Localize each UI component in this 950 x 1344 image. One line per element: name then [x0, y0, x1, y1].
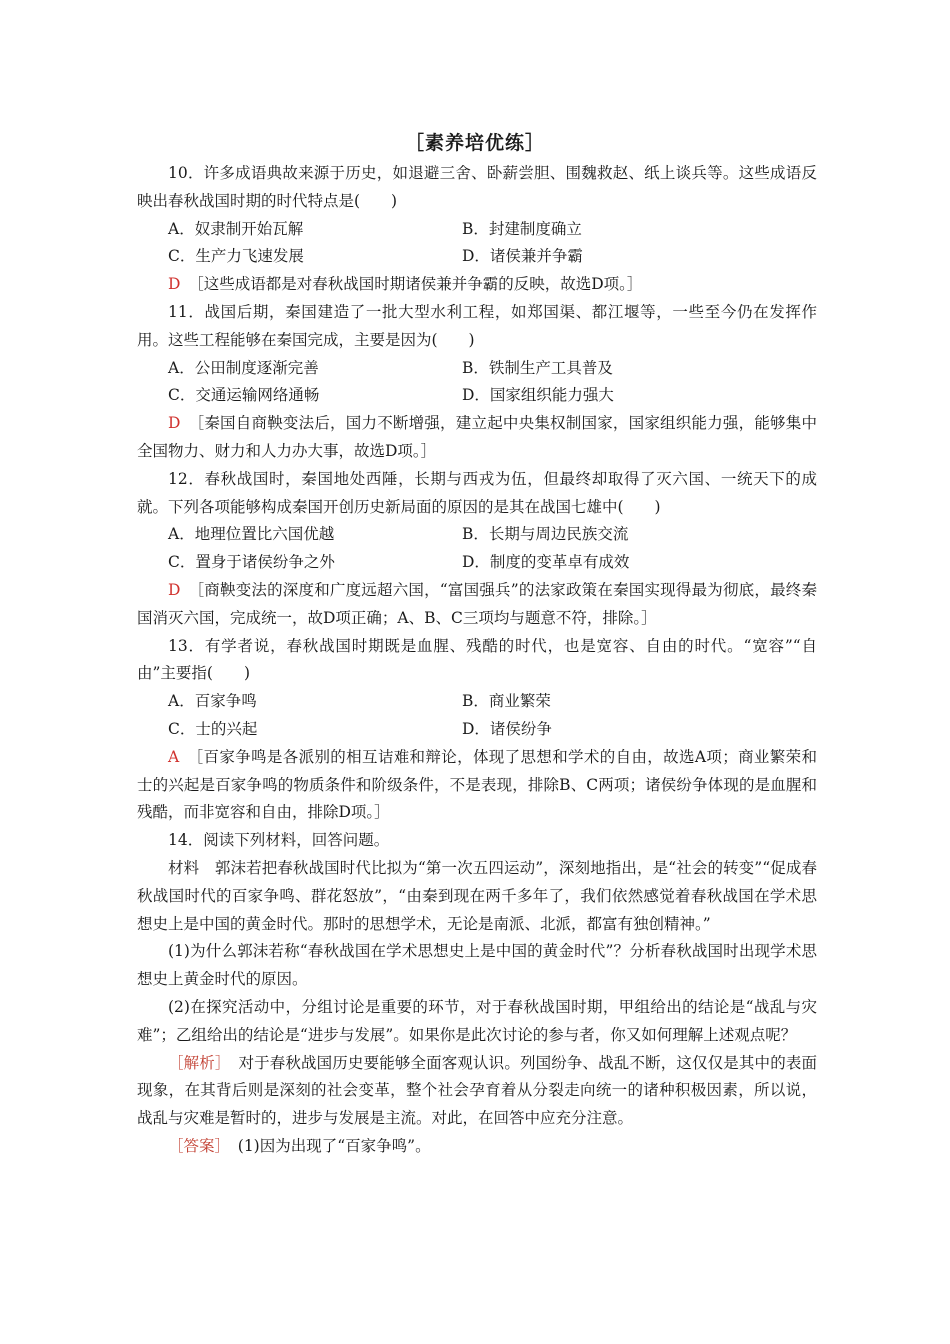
answer-letter: D: [168, 275, 181, 294]
option-c: C．生产力飞速发展: [168, 247, 304, 266]
analysis-text: 对于春秋战国历史要能够全面客观认识。列国纷争、战乱不断，这仅仅是其中的表面现象，在其背后则是深刻的社会变革，整个社会孕育着从分裂走向统一的诸种积极因素，所以说，战乱与灾难是暂时的，进步与发展是主流。对此，在回答中应充分注意。: [137, 1053, 817, 1128]
section-title: ［素养培优练］: [404, 132, 545, 154]
answer-explanation: ［百家争鸣是各派别的相互诘难和辩论，体现了思想和学术的自由，故选A项；商业繁荣和士的兴起是百家争鸣的物质条件和阶级条件，不是表现，排除B、C两项；诸侯纷争体现的是血腥和残酷，而非宽容和自由，排除D项。］: [137, 747, 817, 822]
option-d: D．诸侯兼并争霸: [462, 247, 583, 266]
answer-explanation: ［秦国自商鞅变法后，国力不断增强，建立起中央集权制国家，国家组织能力强，能够集中全国物力、财力和人力办大事，故选D项。］: [137, 414, 817, 460]
option-c: C．交通运输网络通畅: [168, 386, 320, 405]
answer-explanation: ［这些成语都是对春秋战国时期诸侯兼并争霸的反映，故选D项。］: [195, 275, 643, 294]
option-c: C．置身于诸侯纷争之外: [168, 553, 335, 572]
answer-letter: A: [168, 747, 180, 766]
option-b: B．铁制生产工具普及: [462, 358, 613, 377]
answer-explanation: ［商鞅变法的深度和广度远超六国，“富国强兵”的法家政策在秦国实现得最为彻底，最终秦国消灭六国，完成统一，故D项正确；A、B、C三项均与题意不符，排除。］: [137, 580, 817, 627]
question-12-answer: [137, 577, 817, 633]
question-12-stem: 12．春秋战国时，秦国地处西陲，长期与西戎为伍，但最终却取得了灭六国、一统天下的成就。下列各项能够构成秦国开创历史新局面的原因的是其在战国七雄中( ): [137, 469, 817, 516]
option-d: D．国家组织能力强大: [462, 386, 614, 405]
question-10-stem: 10．许多成语典故来源于历史，如退避三舍、卧薪尝胆、围魏救赵、纸上谈兵等。这些成语反映出春秋战国时期的时代特点是( ): [137, 164, 817, 210]
question-14-answer: [137, 1133, 817, 1161]
question-14-analysis: [137, 1050, 817, 1133]
option-d: D．制度的变革卓有成效: [462, 553, 630, 572]
option-c: C．士的兴起: [168, 719, 258, 738]
question-10-options: [137, 216, 817, 272]
answer-tag: ［答案］: [168, 1136, 223, 1155]
option-b: B．长期与周边民族交流: [462, 525, 629, 544]
question-11-stem: 11．战国后期，秦国建造了一批大型水利工程，如郑国渠、都江堰等，一些至今仍在发挥作用。这些工程能够在秦国完成，主要是因为( ): [137, 302, 817, 349]
answer-letter: D: [168, 414, 181, 433]
option-a: A．地理位置比六国优越: [168, 525, 335, 544]
question-13-stem: 13．有学者说，春秋战国时期既是血腥、残酷的时代，也是宽容、自由的时代。“宽容”“自由”主要指( ): [137, 636, 817, 683]
document-content: [137, 160, 817, 1161]
question-14-sub1: (1)为什么郭沫若称“春秋战国在学术思想史上是中国的黄金时代”？分析春秋战国时出现学术思想史上黄金时代的原因。: [137, 942, 817, 989]
option-b: B．商业繁荣: [462, 692, 551, 711]
question-10-answer: [137, 271, 817, 299]
question-13-answer: [137, 744, 817, 827]
question-11-options: [137, 355, 817, 411]
question-14-material: 材料 郭沫若把春秋战国时代比拟为“第一次五四运动”，深刻地指出，是“社会的转变”“促成春秋战国时代的百家争鸣、群花怒放”，“由秦到现在两千多年了，我们依然感觉着春秋战国在学术思想史上是中国的黄金时代。那时的思想学术，无论是南派、北派，都富有独创精神。”: [137, 858, 817, 933]
option-d: D．诸侯纷争: [462, 719, 552, 738]
analysis-tag: ［解析］: [168, 1053, 223, 1072]
question-11-answer: [137, 410, 817, 466]
option-b: B．封建制度确立: [462, 219, 582, 238]
question-13-options: [137, 688, 817, 744]
question-14-stem: 14．阅读下列材料，回答问题。: [168, 831, 390, 850]
question-12-options: [137, 521, 817, 577]
question-14-sub2: (2)在探究活动中，分组讨论是重要的环节，对于春秋战国时期，甲组给出的结论是“战乱与灾难”；乙组给出的结论是“进步与发展”。如果你是此次讨论的参与者，你又如何理解上述观点呢？: [137, 997, 817, 1044]
option-a: A．公田制度逐渐完善: [168, 358, 319, 377]
option-a: A．百家争鸣: [168, 692, 257, 711]
answer-text: (1)因为出现了“百家争鸣”。: [222, 1136, 431, 1155]
answer-letter: D: [168, 580, 181, 599]
option-a: A．奴隶制开始瓦解: [168, 219, 304, 238]
